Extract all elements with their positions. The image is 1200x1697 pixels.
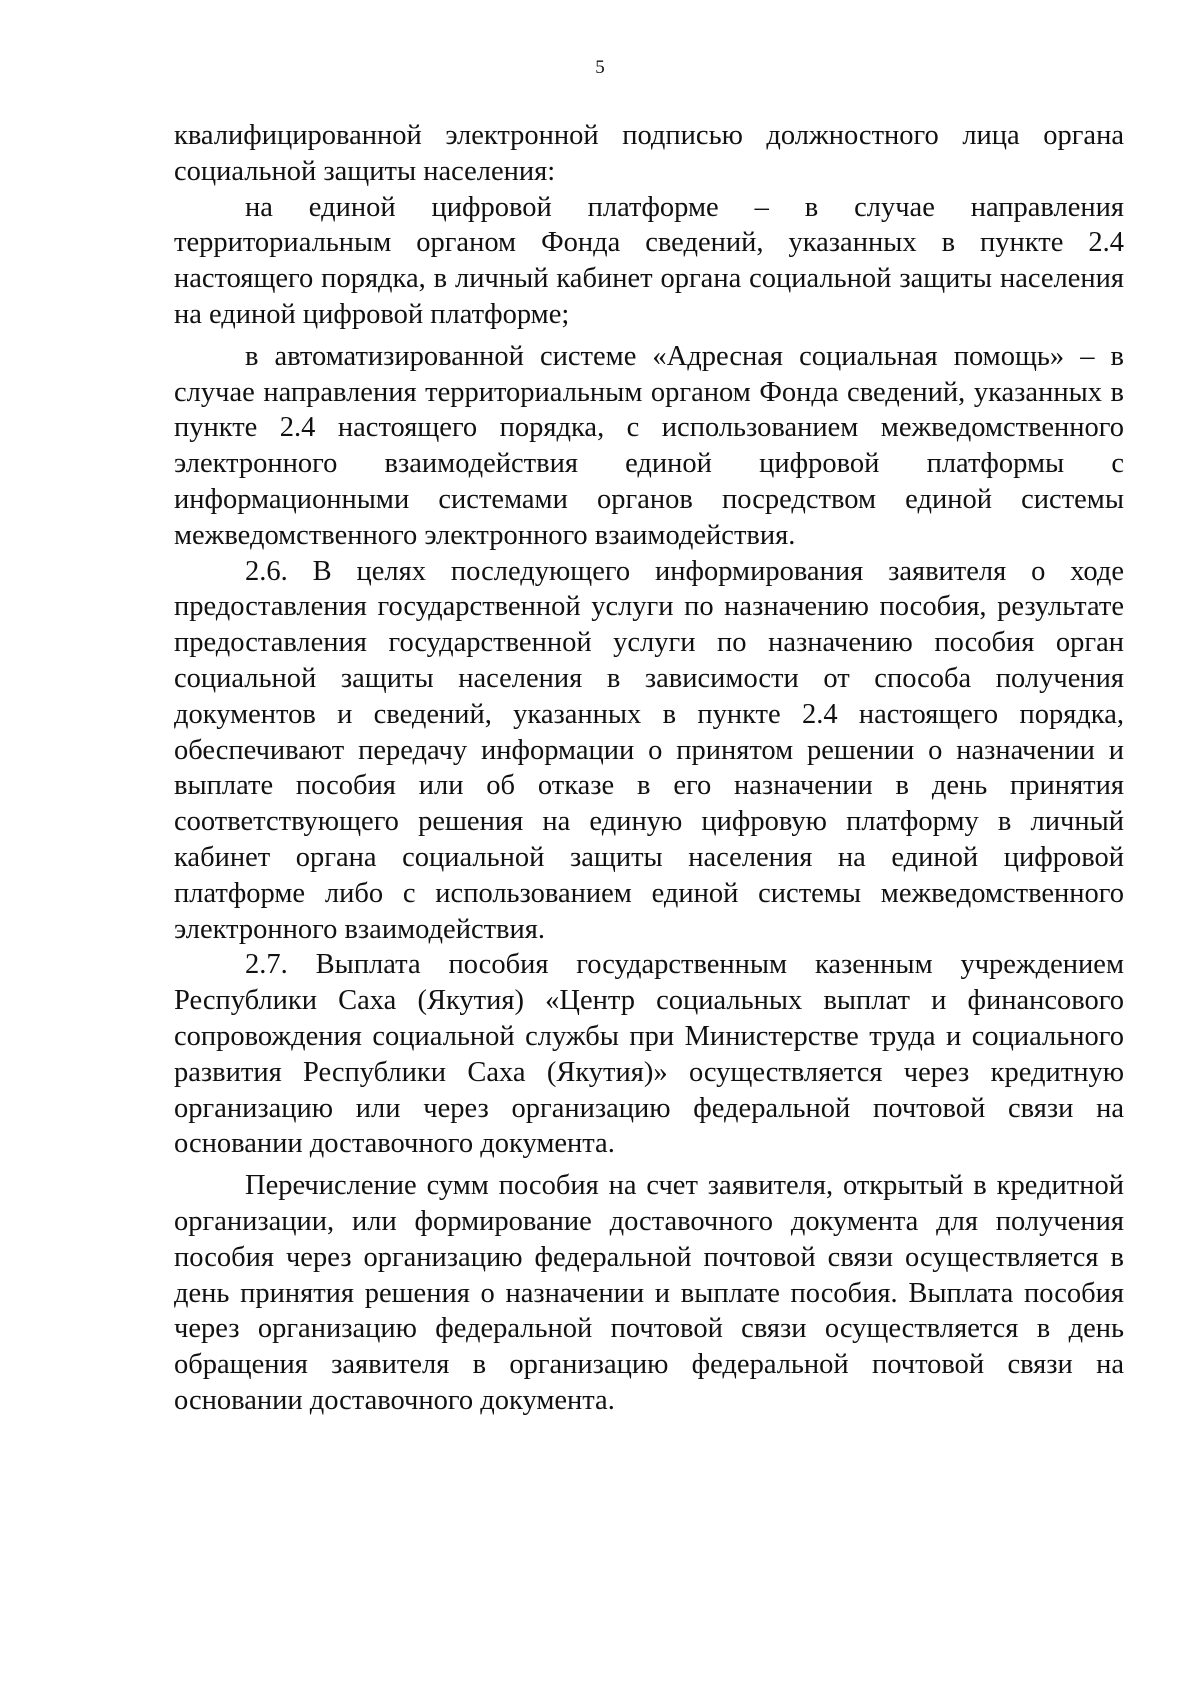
page-number: 5 xyxy=(595,57,605,78)
document-body xyxy=(174,118,1124,1419)
paragraph-2-7: 2.7. Выплата пособия государственным казенным учреждением Республики Саха (Якутия) «Центр социальных выплат и финансового сопровождения социальной службы при Министерстве труда и социального развития Республики Саха (Якутия)» осуществляется через кредитную организацию или через организацию федеральной почтовой связи на основании доставочного документа. xyxy=(174,949,1124,1160)
paragraph-transfer-of-sums: Перечисление сумм пособия на счет заявителя, открытый в кредитной организации, или формирование доставочного документа для получения пособия через организацию федеральной почтовой связи осуществляется в день принятия решения о назначении и выплате пособия. Выплата пособия через организацию федеральной почтовой связи осуществляется в день обращения заявителя в организацию федеральной почтовой связи на основании доставочного документа. xyxy=(174,1170,1124,1416)
paragraph-continuation: квалифицированной электронной подписью должностного лица органа социальной защиты населения: xyxy=(174,120,1124,187)
paragraph-single-digital-platform: на единой цифровой платформе – в случае направления территориальным органом Фонда сведений, указанных в пункте 2.4 настоящего порядка, в личный кабинет органа социальной защиты населения на единой цифровой платформе; xyxy=(174,191,1124,330)
paragraph-2-6: 2.6. В целях последующего информирования заявителя о ходе предоставления государственной услуги по назначению пособия, результате предоставления государственной услуги по назначению пособия орган социальной защиты населения в зависимости от способа получения документов и сведений, указанных в пункте 2.4 настоящего порядка, обеспечивают передачу информации о принятом решении о назначении и выплате пособия или об отказе в его назначении в день принятия соответствующего решения на единую цифровую платформу в личный кабинет органа социальной защиты населения на единой цифровой платформе либо с использованием единой системы межведомственного электронного взаимодействия. xyxy=(174,555,1124,945)
paragraph-automated-system: в автоматизированной системе «Адресная социальная помощь» – в случае направления территориальным органом Фонда сведений, указанных в пункте 2.4 настоящего порядка, с использованием межведомственного электронного взаимодействия единой цифровой платформы с информационными системами органов посредством единой системы межведомственного электронного взаимодействия. xyxy=(174,340,1124,551)
